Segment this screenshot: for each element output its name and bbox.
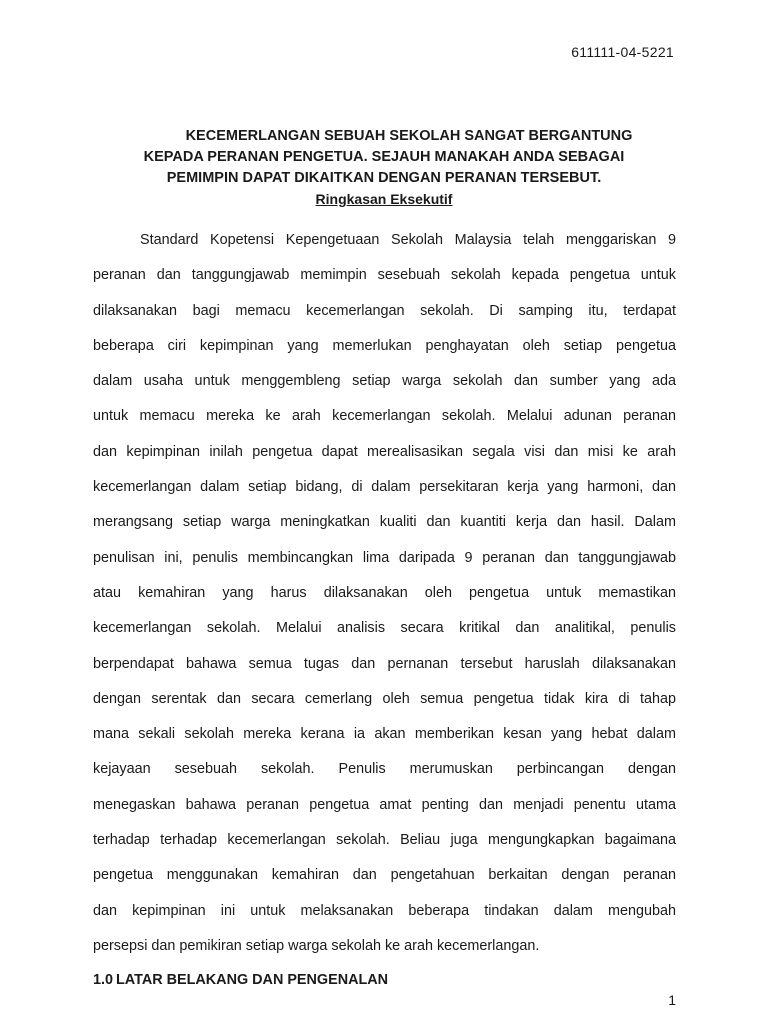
paragraph-line: pengetua menggunakan kemahiran dan pengetahuan berkaitan dengan peranan [93, 867, 676, 884]
paragraph-line: dan kepimpinan ini untuk melaksanakan beberapa tindakan dalam mengubah [93, 902, 676, 919]
page-number: 1 [668, 992, 676, 1008]
paragraph-line: kecemerlangan sekolah. Melalui analisis secara kritikal dan analitikal, penulis [93, 620, 676, 637]
paragraph-line: dan kepimpinan inilah pengetua dapat merealisasikan segala visi dan misi ke arah [93, 443, 676, 460]
paragraph-line: kejayaan sesebuah sekolah. Penulis merumuskan perbincangan dengan [93, 761, 676, 778]
title-line-3: PEMIMPIN DAPAT DIKAITKAN DENGAN PERANAN TERSEBUT. [166, 170, 602, 186]
paragraph-line: penulisan ini, penulis membincangkan lima daripada 9 peranan dan tanggungjawab [93, 549, 676, 566]
paragraph-line: menegaskan bahawa peranan pengetua amat penting dan menjadi penentu utama [93, 796, 676, 813]
paragraph-line: atau kemahiran yang harus dilaksanakan oleh pengetua untuk memastikan [93, 584, 676, 601]
section-heading [93, 972, 388, 988]
section-title: LATAR BELAKANG DAN PENGENALAN [116, 972, 389, 988]
paragraph-line: terhadap terhadap kecemerlangan sekolah. Beliau juga mengungkapkan bagaimana [93, 832, 676, 849]
section-subtitle: Ringkasan Eksekutif [315, 191, 453, 207]
paragraph-line: Standard Kopetensi Kepengetuaan Sekolah Malaysia telah menggariskan 9 [140, 232, 676, 248]
document-title [0, 126, 768, 189]
title-line-2: KEPADA PERANAN PENGETUA. SEJAUH MANAKAH ANDA SEBAGAI [143, 149, 625, 165]
paragraph-line: beberapa ciri kepimpinan yang memerlukan penghayatan oleh setiap pengetua [93, 337, 676, 354]
paragraph-line: dilaksanakan bagi memacu kecemerlangan sekolah. Di samping itu, terdapat [93, 302, 676, 319]
paragraph-line: peranan dan tanggungjawab memimpin sesebuah sekolah kepada pengetua untuk [93, 267, 676, 284]
paragraph-line: persepsi dan pemikiran setiap warga sekolah ke arah kecemerlangan. [93, 937, 540, 954]
paragraph-line: dengan serentak dan secara cemerlang oleh semua pengetua tidak kira di tahap [93, 690, 676, 707]
section-number: 1.0 [93, 972, 114, 988]
paragraph-line: untuk memacu mereka ke arah kecemerlangan sekolah. Melalui adunan peranan [93, 408, 676, 425]
paragraph-line: mana sekali sekolah mereka kerana ia akan memberikan kesan yang hebat dalam [93, 726, 676, 743]
document-id: 611111-04-5221 [571, 44, 674, 60]
paragraph-line: merangsang setiap warga meningkatkan kualiti dan kuantiti kerja dan hasil. Dalam [93, 514, 676, 531]
executive-summary-paragraph [93, 223, 676, 964]
title-line-1: KECEMERLANGAN SEBUAH SEKOLAH SANGAT BERGANTUNG [185, 128, 633, 144]
paragraph-line: dalam usaha untuk menggembleng setiap warga sekolah dan sumber yang ada [93, 373, 676, 390]
paragraph-line: berpendapat bahawa semua tugas dan pernanan tersebut haruslah dilaksanakan [93, 655, 676, 672]
paragraph-line: kecemerlangan dalam setiap bidang, di dalam persekitaran kerja yang harmoni, dan [93, 479, 676, 496]
